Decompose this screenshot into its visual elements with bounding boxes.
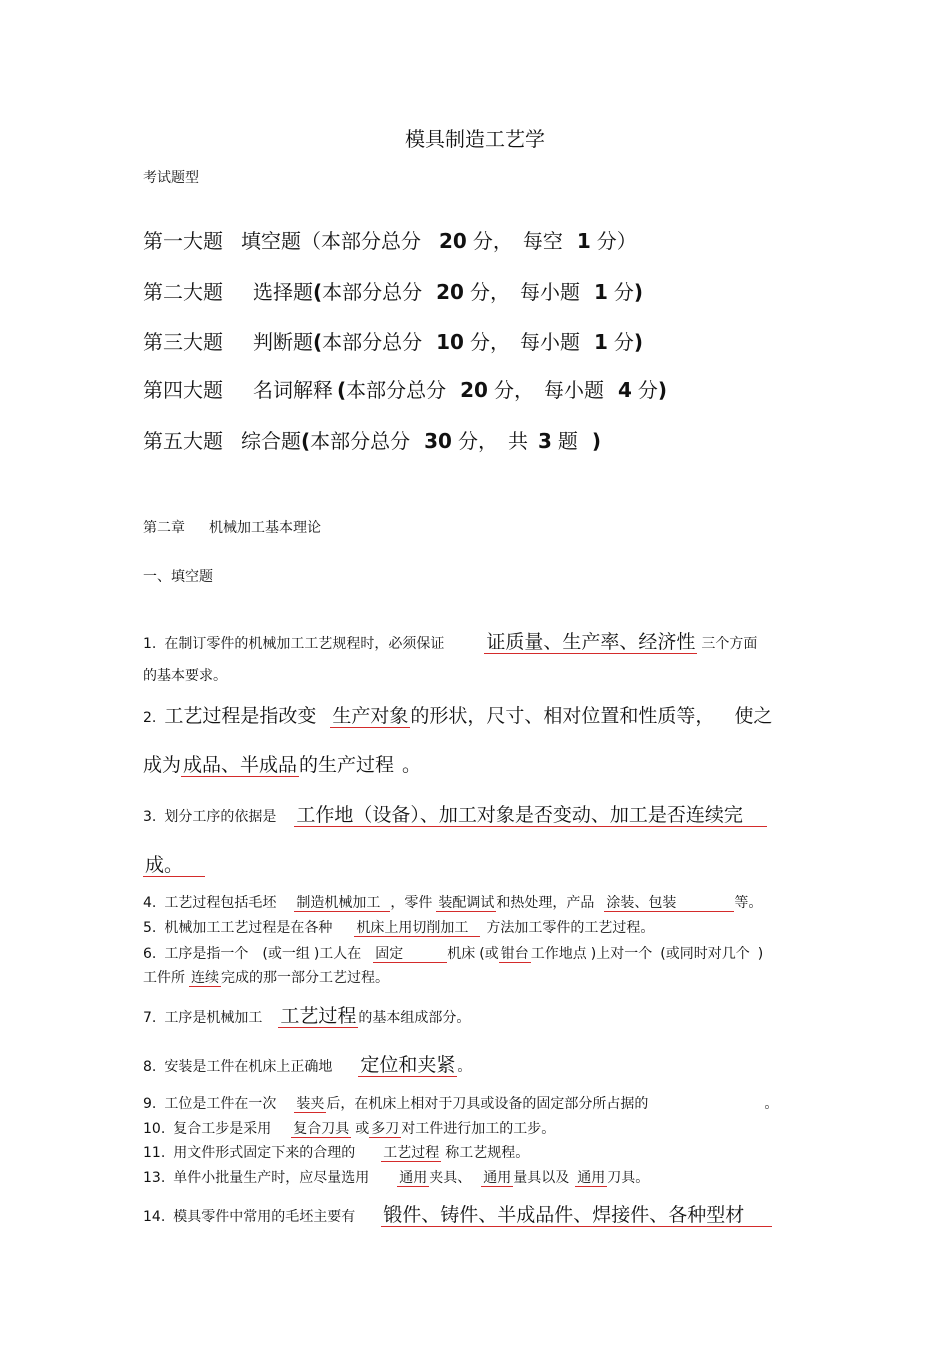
section-score-unit: 分， (469, 330, 510, 354)
question-text: 划分工序的依据是 (164, 809, 277, 825)
answer-blank: 证质量、生产率、经济性 (486, 631, 696, 653)
paren-close: ) (657, 378, 668, 402)
section-each-score: 1 (593, 330, 608, 354)
section-each-label: 每小题 (519, 330, 580, 354)
section-each-label: 每小题 (519, 280, 580, 304)
question-text: 量具以及 (513, 1170, 570, 1186)
question-text: 机械加工工艺过程是在各种 (164, 920, 333, 936)
question-4 (143, 895, 762, 912)
section-each-score: 1 (593, 280, 608, 304)
paren-open: ( (301, 429, 311, 453)
section-label: 第一大题 (143, 229, 223, 253)
question-text: 对工件进行加工的工步。 (401, 1121, 556, 1137)
answer-blank: 成品、半成品 (183, 754, 298, 776)
question-13 (143, 1170, 649, 1187)
question-text: 在制订零件的机械加工工艺规程时，必须保证 (164, 636, 445, 652)
paren-close: ) (591, 429, 602, 453)
section-label: 第四大题 (143, 378, 223, 402)
question-text: (或 (479, 946, 499, 962)
section-name2: 本部分总分 (322, 280, 423, 304)
question-text: 称工艺规程。 (445, 1145, 530, 1161)
question-text: (或一组 (262, 946, 310, 962)
section-score-unit: 分， (469, 280, 510, 304)
section-2 (143, 280, 643, 304)
section-each-score: 1 (576, 229, 591, 253)
section-score: 20 (439, 229, 467, 253)
question-5 (143, 920, 654, 937)
question-1-line2: 的基本要求。 (143, 668, 227, 684)
section-each-unit: 分 (637, 378, 658, 402)
section-name: 填空题（本部分总分 (241, 229, 421, 253)
answer-blank: 钳台 (500, 946, 529, 962)
question-text: 。 (457, 1059, 472, 1075)
question-text: 。 (764, 1096, 779, 1112)
answer-blank: 工艺过程 (383, 1145, 440, 1161)
question-text: )上对一个 (590, 946, 653, 962)
question-text: 方法加工零件的工艺过程。 (486, 920, 655, 936)
section-label: 第五大题 (143, 429, 223, 453)
chapter-label: 第二章 (143, 520, 185, 536)
answer-blank: 制造机械加工 (294, 896, 390, 912)
section-name2: 本部分总分 (322, 330, 423, 354)
answer-blank: 通用 (577, 1170, 606, 1186)
section-score: 10 (436, 330, 464, 354)
question-number: 3. (143, 809, 157, 825)
question-number: 8. (143, 1059, 157, 1075)
section-each-label: 共 (507, 429, 528, 453)
chapter-name: 机械加工基本理论 (209, 520, 321, 536)
answer-blank: 连续 (191, 970, 219, 986)
answer-blank: 装夹 (296, 1096, 325, 1112)
page-title: 模具制造工艺学 (405, 127, 545, 151)
question-number: 6. (143, 946, 157, 962)
answer-blank: 机床上用切削加工 (354, 921, 480, 937)
answer-blank: 装配调试 (438, 895, 495, 911)
question-text: 。 (402, 754, 422, 776)
paren-open: ( (313, 330, 323, 354)
question-9 (143, 1096, 778, 1113)
answer-blank: 固定 (373, 947, 447, 963)
question-8 (143, 1056, 471, 1077)
question-text: 刀具。 (607, 1170, 650, 1186)
question-3-line2 (143, 854, 205, 877)
question-number: 4. (143, 895, 157, 911)
question-number: 2. (143, 710, 157, 726)
question-text: 工艺过程是指改变 (164, 705, 317, 727)
paren-close: ) (633, 330, 644, 354)
question-number: 9. (143, 1096, 157, 1112)
question-text: 工序是指一个 (164, 946, 249, 962)
question-text: 或 (355, 1121, 370, 1137)
question-text: 成为 (143, 754, 182, 776)
answer-blank: 通用 (483, 1170, 512, 1186)
question-text: 完成的那一部分工艺过程。 (221, 970, 389, 986)
question-number: 7. (143, 1010, 157, 1026)
question-2 (143, 705, 772, 728)
answer-blank: 工作地（设备）、加工对象是否变动、加工是否连续完 (294, 806, 767, 827)
question-text: 等。 (734, 895, 763, 911)
answer-blank: 定位和夹紧 (360, 1054, 456, 1076)
question-text: ，零件 (390, 895, 433, 911)
section-name2: 本部分总分 (346, 378, 447, 402)
question-text: 三个方面 (701, 636, 758, 652)
answer-blank: 多刀 (371, 1121, 400, 1137)
section-name: 综合题 (241, 429, 301, 453)
question-number: 13. (143, 1170, 166, 1186)
question-7 (143, 1007, 470, 1028)
question-text: 工艺过程包括毛坯 (164, 895, 277, 911)
question-text: 工位是工件在一次 (164, 1096, 277, 1112)
part-heading: 一、填空题 (143, 569, 213, 585)
question-14 (143, 1206, 772, 1227)
answer-blank: 成。 (143, 856, 205, 877)
question-10 (143, 1121, 555, 1138)
section-each-label: 每小题 (543, 378, 604, 402)
section-name2: 本部分总分 (310, 429, 411, 453)
answer-blank: 生产对象 (332, 705, 409, 727)
section-3 (143, 330, 643, 354)
question-text: 的形状，尺寸、相对位置和性质等， (410, 705, 715, 727)
question-text: 后，在机床上相对于刀具或设备的固定部分所占据的 (326, 1096, 649, 1112)
section-each-unit: 分 (613, 280, 634, 304)
section-score: 20 (460, 378, 488, 402)
answer-blank: 锻件、铸件、半成品件、焊接件、各种型材 (381, 1206, 772, 1227)
question-3 (143, 806, 767, 827)
question-text: )工人在 (313, 946, 362, 962)
section-score-unit: 分， (457, 429, 498, 453)
section-score-unit: 分， (493, 378, 534, 402)
question-text: 机床 (447, 946, 476, 962)
question-number: 14. (143, 1209, 166, 1225)
question-text: 使之 (734, 705, 773, 727)
section-label: 第三大题 (143, 330, 223, 354)
section-score: 20 (436, 280, 464, 304)
section-name: 选择题 (253, 280, 313, 304)
question-2-line2 (143, 754, 421, 777)
question-text: 安装是工件在机床上正确地 (164, 1059, 333, 1075)
answer-blank: 涂装、包装 (604, 896, 734, 912)
section-each-score: 4 (617, 378, 632, 402)
question-text: 夹具、 (429, 1170, 472, 1186)
section-name: 判断题 (253, 330, 313, 354)
answer-blank: 复合刀具 (293, 1121, 350, 1137)
question-text: 和热处理，产品 (496, 895, 595, 911)
paren-open: ( (313, 280, 323, 304)
question-number: 5. (143, 920, 157, 936)
section-5 (143, 429, 601, 453)
question-text: 工件所 (143, 970, 185, 986)
answer-blank: 通用 (399, 1170, 428, 1186)
section-each-unit: 分） (596, 229, 637, 253)
chapter-heading (143, 520, 321, 537)
section-4 (143, 378, 667, 402)
question-number: 1. (143, 636, 157, 652)
question-text: (或同时对几个 (660, 946, 750, 962)
section-label: 第二大题 (143, 280, 223, 304)
question-text: 的基本组成部分。 (358, 1010, 471, 1026)
paren-close: ) (633, 280, 644, 304)
section-each-label: 每空 (522, 229, 563, 253)
section-1 (143, 229, 637, 253)
question-text: 单件小批量生产时，应尽量选用 (173, 1170, 370, 1186)
question-11 (143, 1145, 529, 1162)
question-text: ) (757, 946, 764, 962)
question-text: 工作地点 (530, 946, 587, 962)
section-score-unit: 分， (472, 229, 513, 253)
question-number: 11. (143, 1145, 166, 1161)
section-each-unit: 题 (557, 429, 578, 453)
section-name: 名词解释 (253, 378, 333, 402)
question-text: 的生产过程 (299, 754, 395, 776)
question-number: 10. (143, 1121, 166, 1137)
answer-blank: 工艺过程 (280, 1005, 357, 1027)
question-1 (143, 633, 757, 654)
exam-types-heading: 考试题型 (143, 170, 199, 186)
question-text: 用文件形式固定下来的合理的 (173, 1145, 356, 1161)
question-6-line2 (143, 970, 389, 987)
section-each-score: 3 (537, 429, 552, 453)
question-text: 复合工步是采用 (173, 1121, 272, 1137)
question-6 (143, 946, 763, 963)
question-text: 工序是机械加工 (164, 1010, 263, 1026)
paren-open: ( (337, 378, 347, 402)
section-each-unit: 分 (613, 330, 634, 354)
question-text: 模具零件中常用的毛坯主要有 (173, 1209, 356, 1225)
section-score: 30 (424, 429, 452, 453)
